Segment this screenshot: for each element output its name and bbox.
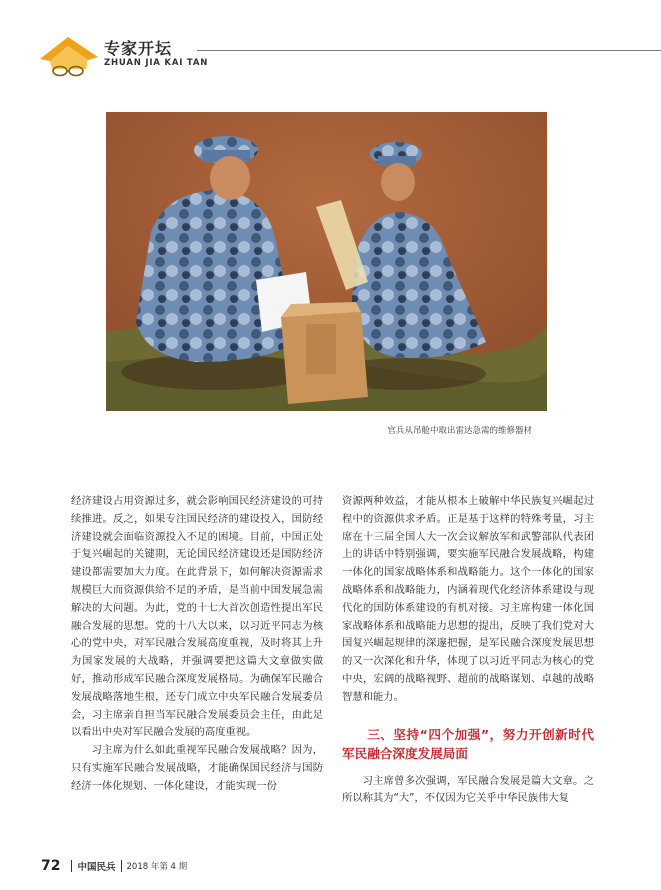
footer-divider xyxy=(121,860,122,872)
page-number: 72 xyxy=(41,858,61,874)
article-photo xyxy=(106,112,547,411)
photo-caption: 官兵从吊舱中取出雷达急需的维修器材 xyxy=(387,426,532,436)
article-column-right xyxy=(342,493,594,808)
page-footer xyxy=(41,857,187,875)
paragraph: 资源两种效益，才能从根本上破解中华民族复兴崛起过程中的资源供求矛盾。正是基于这样的特殊考量，习主席在十三届全国人大一次会议解放军和武警部队代表团上的讲话中特别强调，要实施军民融合发展战略，构建一体化的国家战略体系和战略能力。这个一体化的国家战略体系和战略能力，内涵着现代化经济体系建设与现代化的国防体系建设的有机对接。习主席构建一体化国家战略体系和战略能力思想的提出，反映了我们党对大国复兴崛起规律的深邃把握，是军民融合深度发展思想的又一次深化和升华，体现了以习近平同志为核心的党中央，宏阔的战略视野、超前的战略谋划、卓越的战略智慧和能力。 xyxy=(342,495,594,703)
article-column-left xyxy=(71,493,323,796)
paragraph: 习主席曾多次强调，军民融合发展是篇大文章。之所以称其为“大”，不仅因为它关乎中华民族伟大复 xyxy=(342,774,594,805)
header-rule xyxy=(197,50,661,51)
section-heading: 三、坚持“四个加强”，努力开创新时代军民融合深度发展局面 xyxy=(342,726,594,761)
soldiers-photo-illustration xyxy=(106,112,547,411)
footer-divider xyxy=(71,860,72,872)
paragraph: 习主席为什么如此重视军民融合发展战略？因为，只有实施军民融合发展战略，才能确保国民经济与国防经济一体化规划、一体化建设，才能实现一份 xyxy=(71,744,323,792)
issue-info: 2018 年第 4 期 xyxy=(126,862,188,872)
paragraph: 经济建设占用资源过多，就会影响国民经济建设的可持续推进。反之，如果专注国民经济的建设投入，国防经济建设就会面临资源投入不足的困境。目前，中国正处于复兴崛起的关键期，无论国民经济建设还是国防经济建设都需要加大力度。在此背景下，如何解决资源需求规模巨大而资源供给不足的矛盾，是当前中国发展急需解决的大问题。为此，党的十七大首次创造性提出军民融合发展的思想。党的十八大以来，以习近平同志为核心的党中央，对军民融合发展高度重视，及时将其上升为国家发展的大战略，并强调要把这篇大文章做实做好，推动形成军民融合深度发展格局。为确保军民融合发展战略落地生根，还专门成立中央军民融合发展委员会，习主席亲自担当军民融合发展委员会主任，由此足以看出中央对军民融合发展的高度重视。 xyxy=(71,495,323,739)
column-title: 专家开坛 xyxy=(104,39,173,58)
page-header xyxy=(0,0,661,80)
magazine-name: 中国民兵 xyxy=(77,862,116,873)
column-logo-icon xyxy=(38,33,104,77)
column-pinyin: ZHUAN JIA KAI TAN xyxy=(104,58,209,68)
